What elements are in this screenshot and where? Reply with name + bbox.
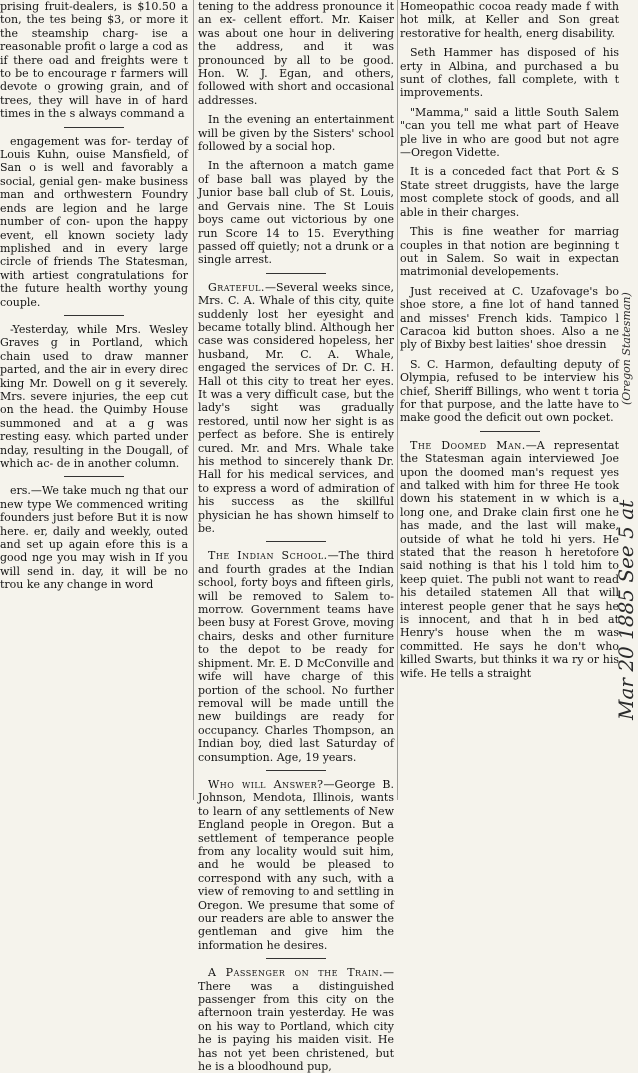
article-address-fragment: tening to the address pronounce it an ex- cellent effort. Mr. Kaiser was about one hour in delivering the address, and it was pronounced by all to be good. Hon. W. J. Egan, and others, followed with short and occasional addresses.: [198, 0, 394, 107]
article-mamma: "Mamma," said a little South Salem "can you tell me what part of Heave ple live in who are good but not agre —Oregon Vidette.: [400, 105, 619, 160]
column-2: [198, 0, 394, 1073]
article-cocoa: Homeopathic cocoa ready made f with hot milk, at Keller and Son great restorative for health, energ disability.: [400, 0, 619, 40]
body-who-will-answer: —George B. Johnson, Mendota, Illinois, wants to learn of any settlements of New England people in Oregon. But a settlement of temperance people from any locality would suit him, and he would be pleased to correspond with any such, with a view of removing to and settling in Oregon. We presume that some of our readers are able to answer the gentleman and give him the information he desires.: [198, 777, 394, 952]
separator: [64, 127, 124, 128]
handwritten-source-note: [604, 205, 633, 405]
handwritten-date: Mar 20 1885 See 5 at: [614, 499, 638, 720]
body-indian-school: —The third and fourth grades at the Indian school, forty boys and fifteen girls, will be removed to Salem to-morrow. Government teams have been busy at Forest Grove, moving chairs, desks and other furniture to the depot to be ready for shipment. Mr. E. D McConville and wife will have charge of this portion of the school. No further removal will be made untill the new buildings are ready for occupancy. Charles Thompson, an Indian boy, died last Saturday of consumption. Age, 19 years.: [198, 549, 394, 764]
body-passenger: —There was a distinguished passenger from this city on the afternoon train yesterday. He was on his way to Portland, which city he is paying his maiden visit. He has not yet been christened, but he is a bloodhound pup,: [198, 966, 394, 1073]
column-rule-1: [193, 0, 194, 800]
article-harmon: S. C. Harmon, defaulting deputy of Olympia, refused to be interview his chief, Sheriff Billings, who went t toria for that purpose, and the latte have to make good the deficit out own pocket.: [400, 357, 619, 425]
article-seth-hammer: Seth Hammer has disposed of his erty in Albina, and purchased a bu sunt of clothes, fall complete, with t improvements.: [400, 46, 619, 100]
body-doomed-man: —A representat the Statesman again interviewed Joe upon the doomed man's request yes and talked with him for three He took down his statement in w which is a long one, and Drake clain first one he has made, and the last will make, outside of what he told hi yers. He stated that the reason h heretofore said nothing is that his l told him to keep quiet. The publi not want to read his detailed statemen All that will interest people gener that he says he is innocent, and that h in bed at Henry's house when the m was committed. He says he don't who killed Swarts, but thinks it wa ry or his wife. He tells a straight: [400, 438, 619, 680]
article-who-will-answer: [198, 778, 394, 952]
handwritten-source: (Oregon Statesman): [620, 292, 633, 405]
article-indian-school: [198, 549, 394, 764]
handwritten-date-note: [592, 440, 638, 720]
separator: [266, 541, 326, 542]
article-evening: In the evening an entertainment will be given by the Sisters' school followed by a social hop.: [198, 113, 394, 154]
column-3: [400, 0, 619, 800]
article-afternoon: In the afternoon a match game of base ball was played by the Junior base ball club of St. Louis, and Gervais nine. The St Louis boys came out victorious by one run Score 14 to 15. Everything passed off quietly; not a drunk or a single arrest.: [198, 159, 394, 267]
heading-passenger: A Passenger on the Train.: [208, 966, 383, 980]
article-doomed-man: [400, 439, 619, 680]
article-grateful: [198, 281, 394, 536]
article-fruit-fragment: prising fruit-dealers, is $10.50 a ton, the tes being $3, or more it the steamship charg- ise a reasonable profit o large a cod as if there oad and freights were t to be to encourage r farmers will devote o growing grain, and of trees, they will have in of hard times in the s always command a: [0, 0, 188, 121]
heading-grateful: Grateful.: [208, 280, 265, 294]
article-passenger: [198, 966, 394, 1073]
separator: [266, 273, 326, 274]
article-shoe-store: Just received at C. Uzafovage's bo shoe store, a fine lot of hand tanned and misses' French kids. Tampico l Caracoa kid button shoes. Also a ne ply of Bixby best laities' shoe dressin: [400, 284, 619, 352]
article-new-type: ers.—We take much ng that our new type We commenced writing founders just before But it is now here. er, daily and weekly, outed and set up again efore this is a good nge you may wish in If you will send in. day, it will be no trou ke any change in word: [0, 484, 188, 592]
column-rule-2: [397, 0, 398, 800]
article-weather: This is fine weather for marriag couples in that notion are beginning t out in Salem. So wait in expectan matrimonial developements.: [400, 225, 619, 279]
separator: [480, 431, 540, 432]
separator: [64, 315, 124, 316]
article-yesterday: -Yesterday, while Mrs. Wesley Graves g in Portland, which chain used to draw manner parted, and the air in every direc king Mr. Dowell on g it severely. Mrs. severe injuries, the eep cut on the head. the Quimby House summoned and at a g was resting easy. which parted under nday, resulting in the Dougall, of which ac- de in another column.: [0, 322, 188, 470]
heading-indian-school: The Indian School.: [208, 549, 328, 563]
article-druggists: It is a conceded fact that Port & S State street druggists, have the large most complete stock of goods, and all able in their charges.: [400, 165, 619, 219]
body-grateful: —Several weeks since, Mrs. C. A. Whale of this city, quite suddenly lost her eyesight and became totally blind. Although her case was considered hopeless, her husband, Mr. C. A. Whale, engaged the services of Dr. C. H. Hall ot this city to treat her eyes. It was a very difficult case, but the lady's sight was gradually restored, until now her sight is as perfect as before. She is entirely cured. Mr. and Mrs. Whale take his method to sincerely thank Dr. Hall for his medical services, and to express a word of admiration of his success as the skillful physician he has shown himself to be.: [198, 280, 394, 536]
column-1: [0, 0, 188, 800]
separator: [266, 770, 326, 771]
heading-doomed-man: The Doomed Man.: [410, 438, 526, 452]
separator: [266, 958, 326, 959]
article-engagement: engagement was for- terday of Louis Kuhn, ouise Mansfield, of San o is well and favorably a social, genial gen- make business man and orthwestern Foundry ends are legion and he large number of con- upon the happy event, ell known society lady mplished and in every large circle of friends The Statesman, with artiest congratulations for the future health worthy young couple.: [0, 134, 188, 309]
separator: [64, 476, 124, 477]
heading-who-will-answer: Who will Answer?: [208, 777, 324, 791]
